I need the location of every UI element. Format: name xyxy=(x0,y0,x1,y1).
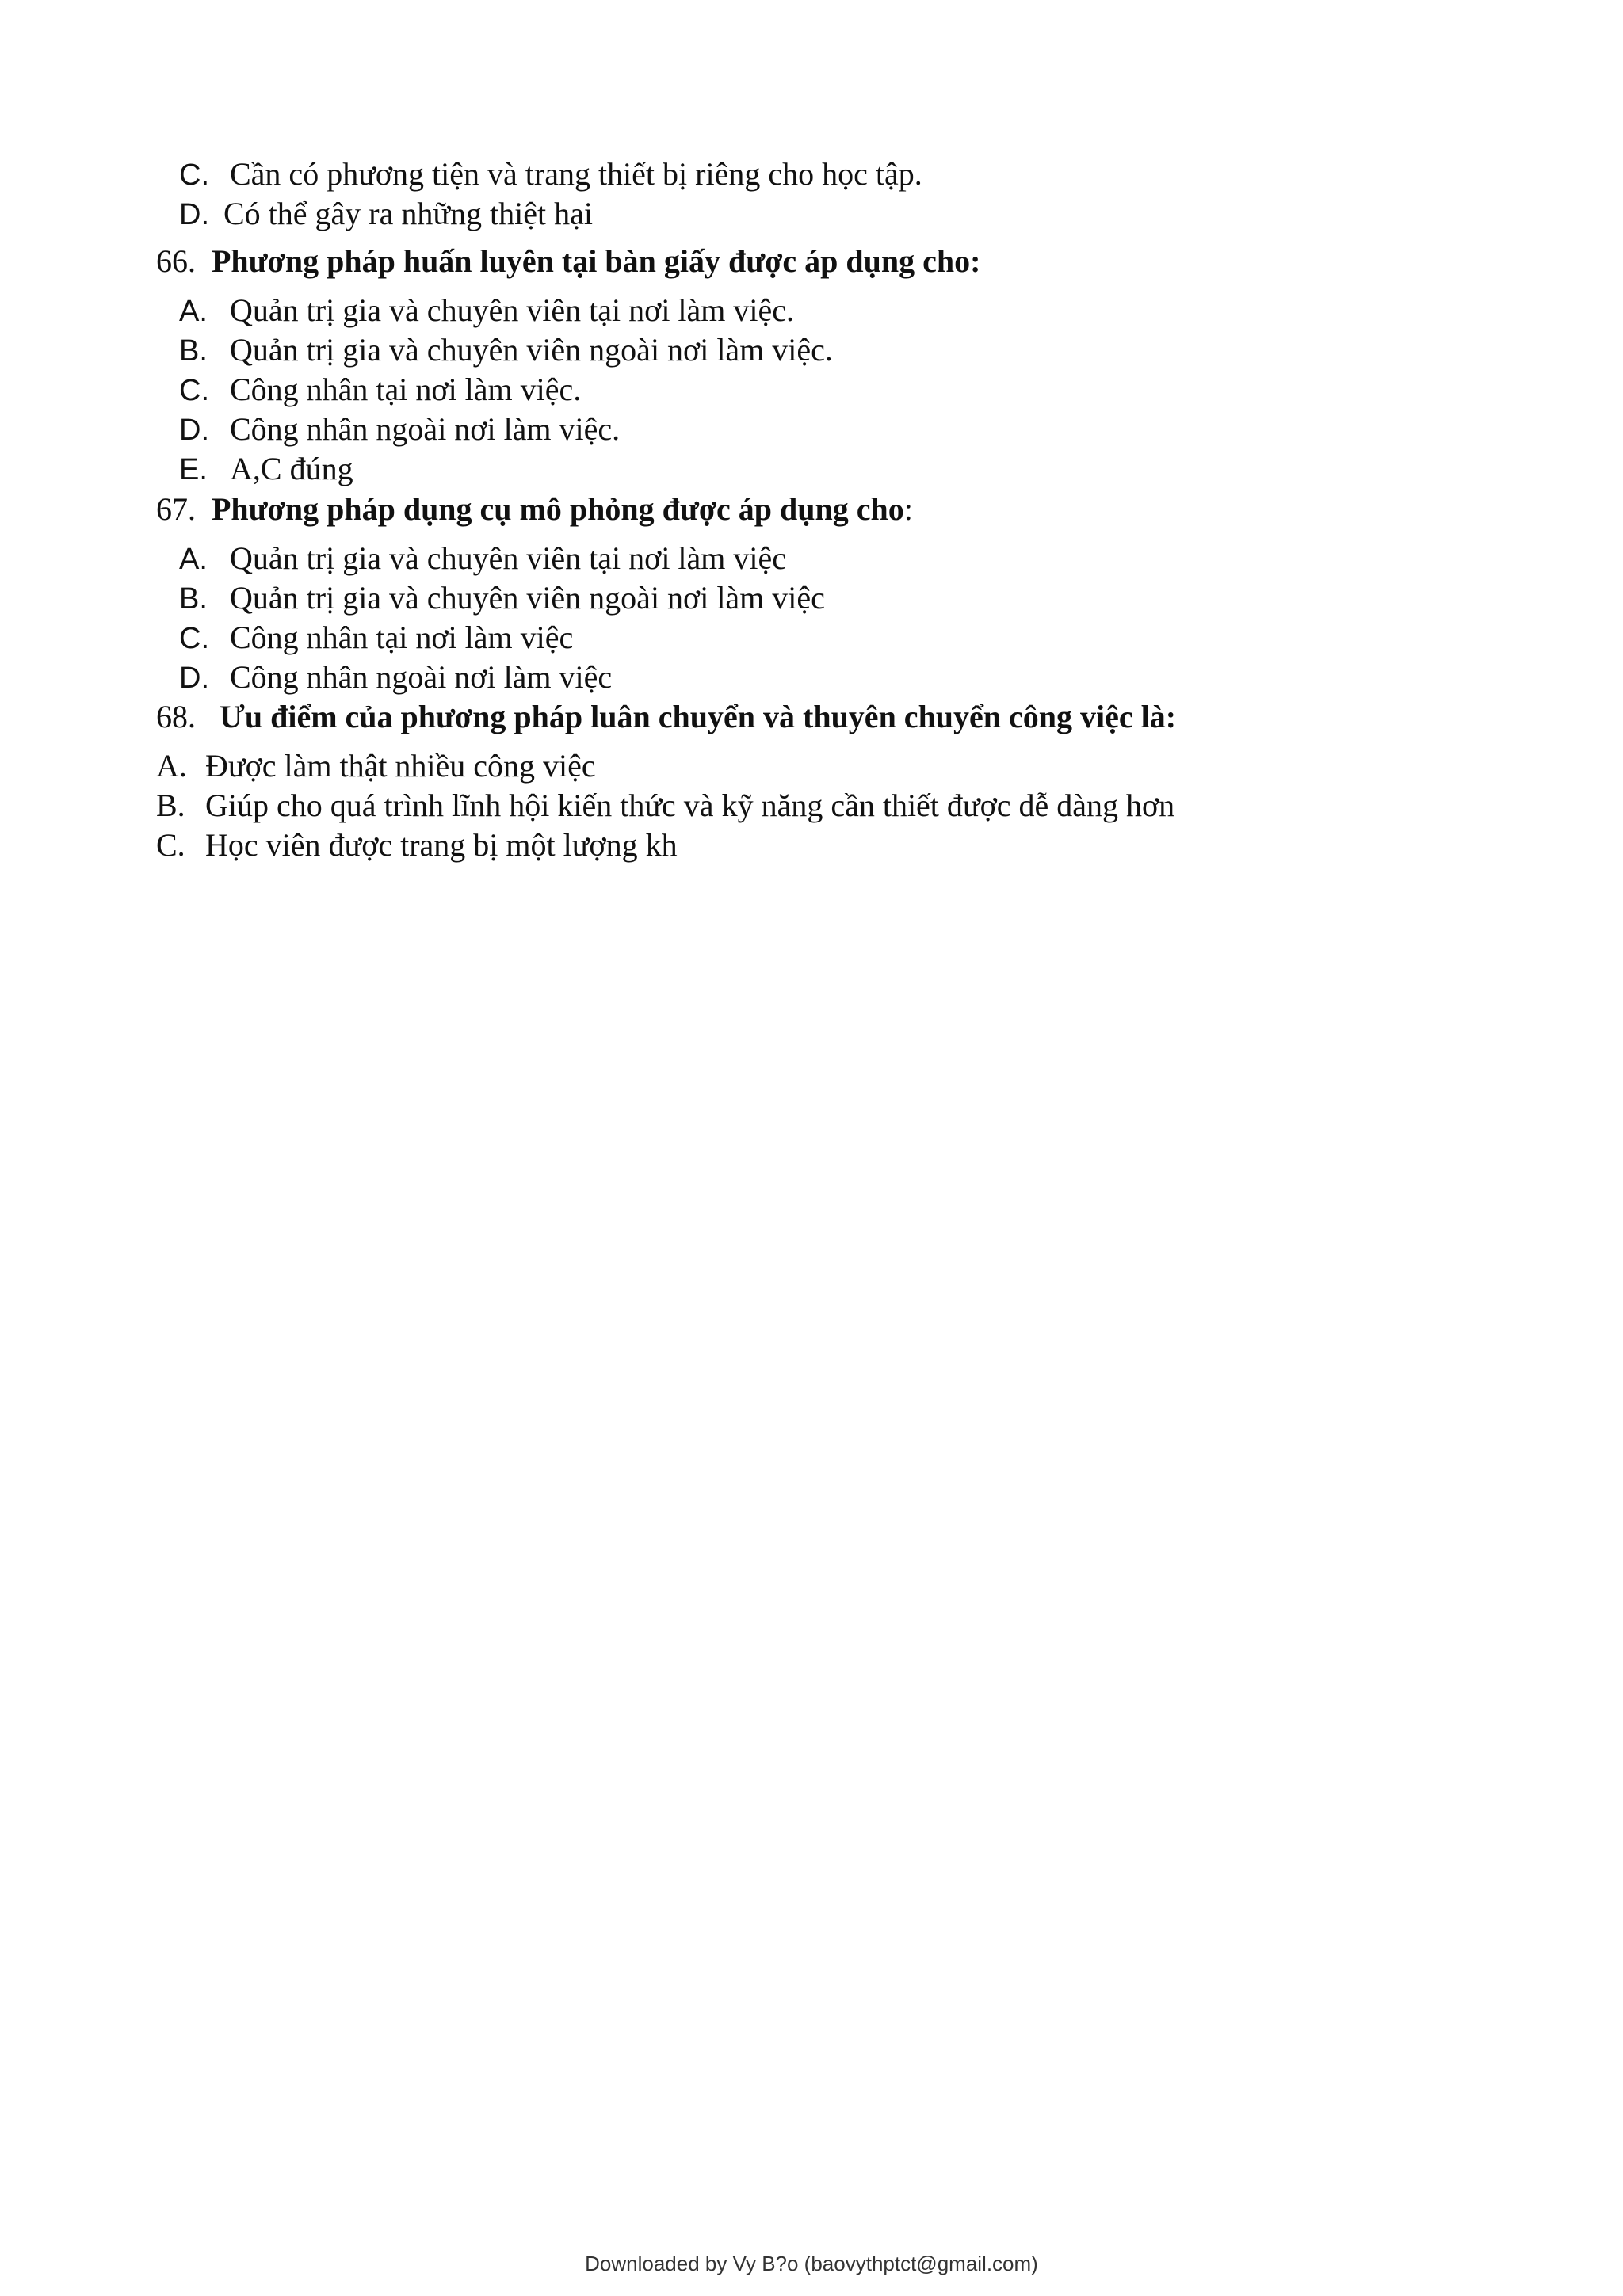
option-letter: B. xyxy=(156,788,185,823)
question-line xyxy=(156,490,913,529)
option-text: Quản trị gia và chuyên viên ngoài nơi làm việc. xyxy=(230,332,833,368)
option-letter: D. xyxy=(179,414,209,447)
option-line xyxy=(179,194,593,235)
option-text: Được làm thật nhiều công việc xyxy=(205,748,596,784)
option-letter: D. xyxy=(179,198,209,231)
option-letter: B. xyxy=(179,334,208,368)
option-line xyxy=(179,449,353,490)
option-text: Quản trị gia và chuyên viên ngoài nơi làm việc xyxy=(230,580,825,616)
option-text: Có thể gây ra những thiệt hại xyxy=(223,196,594,231)
option-line xyxy=(179,370,581,410)
question-number: 68. xyxy=(156,699,196,734)
option-line xyxy=(156,786,1174,826)
question-text: Phương pháp huấn luyên tại bàn giấy được áp dụng cho: xyxy=(212,243,981,279)
option-letter: B. xyxy=(179,582,208,616)
option-letter: A. xyxy=(179,295,208,328)
question-text: Phương pháp dụng cụ mô phỏng được áp dụng cho xyxy=(212,491,904,527)
option-text: Công nhân tại nơi làm việc xyxy=(230,620,574,655)
option-letter: A. xyxy=(156,748,187,784)
option-letter: C. xyxy=(156,827,185,863)
download-footer: Downloaded by Vy B?o (baovythptct@gmail.com) xyxy=(585,2252,1038,2275)
option-text: Quản trị gia và chuyên viên tại nơi làm việc. xyxy=(230,292,795,328)
option-line xyxy=(156,746,596,786)
option-text: Cần có phương tiện và trang thiết bị riêng cho học tập. xyxy=(230,156,922,192)
option-text: Công nhân tại nơi làm việc. xyxy=(230,372,582,407)
question-number: 67. xyxy=(156,491,196,527)
question-suffix: : xyxy=(903,491,913,527)
option-text: A,C đúng xyxy=(230,451,353,486)
option-text: Học viên được trang bị một lượng kh xyxy=(205,827,678,863)
option-letter: C. xyxy=(179,622,209,655)
option-line xyxy=(179,618,573,658)
option-letter: A. xyxy=(179,543,208,576)
option-text: Giúp cho quá trình lĩnh hội kiến thức và kỹ năng cần thiết được dễ dàng hơn xyxy=(205,788,1175,823)
option-letter: D. xyxy=(179,662,209,695)
option-text: Công nhân ngoài nơi làm việc. xyxy=(230,411,621,447)
option-text: Quản trị gia và chuyên viên tại nơi làm việc xyxy=(230,540,787,576)
option-line xyxy=(179,291,794,331)
option-letter: E. xyxy=(179,453,208,486)
option-line xyxy=(179,539,786,579)
option-line xyxy=(179,330,833,371)
question-number: 66. xyxy=(156,243,196,279)
option-line xyxy=(156,826,678,865)
option-text: Công nhân ngoài nơi làm việc xyxy=(230,659,613,695)
question-text: Ưu điểm của phương pháp luân chuyển và thuyên chuyển công việc là: xyxy=(220,699,1177,734)
option-letter: C. xyxy=(179,374,209,407)
option-line xyxy=(179,410,620,450)
option-letter: C. xyxy=(179,158,209,192)
option-line xyxy=(179,154,922,195)
option-line xyxy=(179,658,612,698)
question-line xyxy=(156,697,1176,737)
option-line xyxy=(179,578,825,619)
question-line xyxy=(156,242,980,281)
